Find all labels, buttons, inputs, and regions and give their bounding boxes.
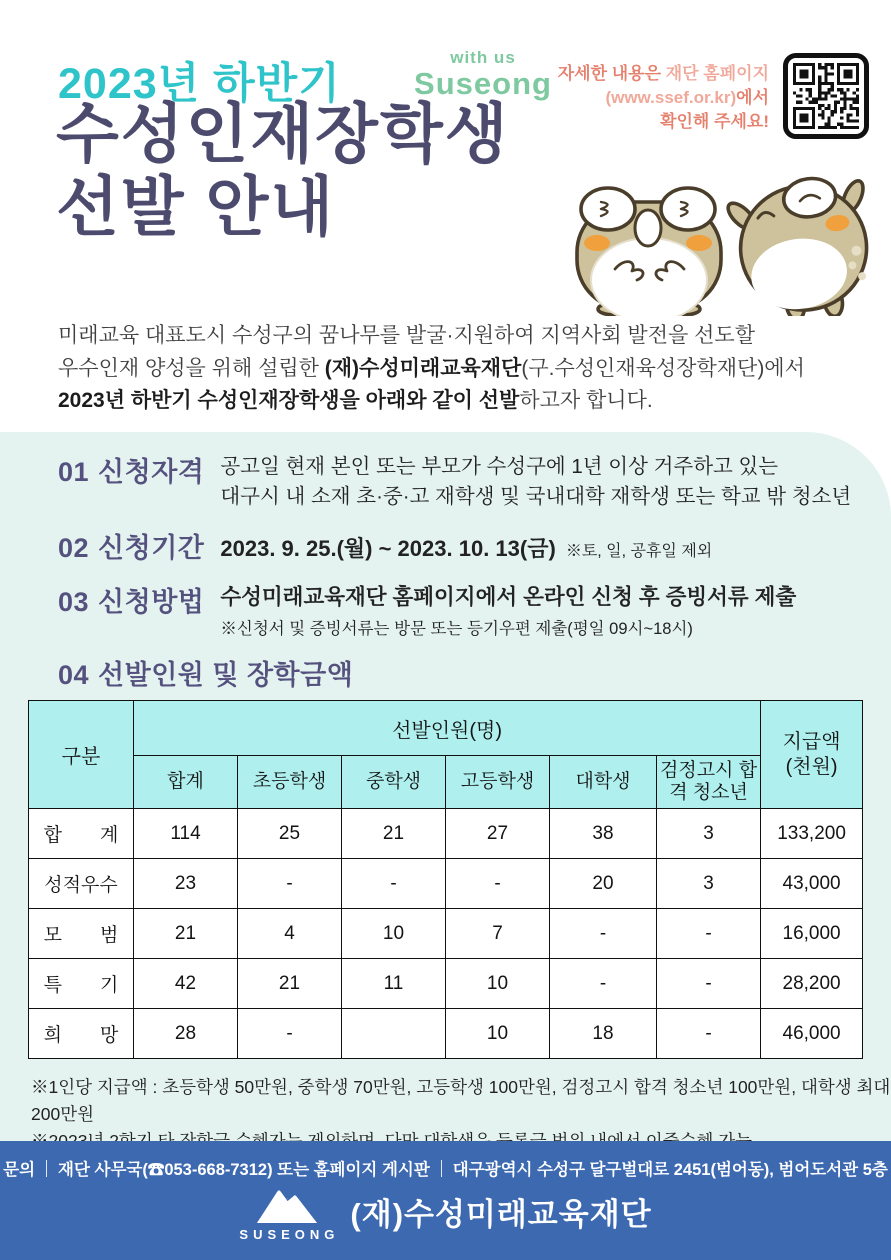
cell-amount: 16,000	[761, 909, 863, 959]
poster-title-line1: 수성인재장학생	[56, 97, 510, 170]
method-note: ※신청서 및 증빙서류는 방문 또는 등기우편 제출(평일 09시~18시)	[220, 620, 693, 638]
section-eligibility-number: 01	[58, 457, 90, 487]
cell: -	[550, 909, 657, 959]
intro-line3-post: 하고자 합니다.	[519, 389, 653, 413]
application-period: 2023. 9. 25.(월) ~ 2023. 10. 13(금)	[220, 536, 556, 561]
col-header-ged: 검정고시 합격 청소년	[657, 756, 761, 809]
cell: 21	[134, 909, 238, 959]
cell: -	[446, 859, 550, 909]
intro-line2-post: (구.수성인재육성장학재단)에서	[521, 356, 805, 380]
cell: 25	[238, 809, 342, 859]
cell: 38	[550, 809, 657, 859]
cell: -	[657, 1009, 761, 1059]
eligibility-line1: 공고일 현재 본인 또는 부모가 수성구에 1년 이상 거주하고 있는	[220, 455, 779, 478]
col-header-total: 합계	[134, 756, 238, 809]
intro-line3-bold: 2023년 하반기 수성인재장학생을 아래와 같이 선발	[58, 389, 520, 413]
brand-name: Suseong	[414, 66, 552, 101]
section-period-heading	[58, 526, 204, 565]
row-label: 성적우수	[29, 859, 134, 909]
cell: 27	[446, 809, 550, 859]
section-method-title: 신청방법	[98, 587, 205, 617]
table-row-model	[29, 909, 863, 959]
intro-paragraph	[58, 320, 805, 418]
section-eligibility-heading	[58, 450, 204, 511]
qr-note-line3: 확인해 주세요!	[660, 111, 769, 131]
cell: -	[238, 1009, 342, 1059]
footer-org-name: (재)수성미래교육재단	[350, 1197, 652, 1232]
cell: 23	[134, 859, 238, 909]
section-method-number: 03	[58, 587, 90, 617]
cell-amount: 28,200	[761, 959, 863, 1009]
cell: 3	[657, 809, 761, 859]
qr-code	[783, 53, 869, 139]
selection-table	[28, 700, 863, 1059]
qr-note-line2-suffix: 에서	[736, 87, 769, 107]
table-group-header: 선발인원(명)	[134, 701, 761, 756]
brand-tagline: with us	[450, 48, 516, 67]
table-row-merit	[29, 859, 863, 909]
cell: 10	[446, 1009, 550, 1059]
cell: 28	[134, 1009, 238, 1059]
poster-title	[56, 98, 510, 244]
table-row-total	[29, 809, 863, 859]
cell: -	[238, 859, 342, 909]
cell-amount: 46,000	[761, 1009, 863, 1059]
table-amount-header	[761, 701, 863, 809]
section-selection-title: 선발인원 및 장학금액	[98, 660, 354, 690]
contact-divider	[441, 1160, 442, 1177]
period-note: ※토, 일, 공휴일 제외	[565, 543, 713, 560]
table-corner-header: 구분	[29, 701, 134, 809]
cell: 4	[238, 909, 342, 959]
contact-label: 문의	[3, 1161, 36, 1179]
section-method	[58, 580, 796, 639]
contact-divider	[46, 1160, 47, 1177]
amount-header-line1: 지급액	[782, 730, 841, 753]
section-period-number: 02	[58, 533, 90, 563]
qr-note-line1-light: 재단 홈페이지	[665, 64, 769, 83]
intro-line2-pre: 우수인재 양성을 위해 설립한	[58, 356, 325, 380]
eligibility-line2: 대구시 내 소재 초·중·고 재학생 및 국내대학 재학생 또는 학교 밖 청소년	[220, 484, 852, 508]
section-eligibility	[58, 450, 851, 511]
cell-amount: 133,200	[761, 809, 863, 859]
qr-note-url: (www.ssef.or.kr)	[605, 87, 737, 107]
row-label: 모 범	[29, 909, 134, 959]
cell: 3	[657, 859, 761, 909]
contact-office: 재단 사무국(☎053-668-7312) 또는 홈페이지 게시판	[58, 1161, 430, 1179]
contact-address: 대구광역시 수성구 달구벌대로 2451(범어동), 범어도서관 5층	[452, 1161, 888, 1179]
section-selection	[58, 653, 353, 692]
col-header-high: 고등학생	[446, 756, 550, 809]
suseong-footer-logo	[239, 1185, 340, 1242]
footnote-per-person: ※1인당 지급액 : 초등학생 50만원, 중학생 70만원, 고등학생 100만원, 검정고시 합격 청소년 100만원, 대학생 최대 200만원	[31, 1077, 891, 1125]
poster-subtitle: 2023년 하반기	[58, 60, 341, 108]
col-header-university: 대학생	[550, 756, 657, 809]
cell: 114	[134, 809, 238, 859]
cell: -	[657, 909, 761, 959]
footer	[0, 1141, 891, 1260]
cell: 18	[550, 1009, 657, 1059]
mountain-icon	[255, 1185, 319, 1225]
cell	[342, 1009, 446, 1059]
cell: 42	[134, 959, 238, 1009]
cell: 20	[550, 859, 657, 909]
section-method-heading	[58, 580, 204, 639]
mascot-illustration	[557, 166, 877, 316]
table-row-hope	[29, 1009, 863, 1059]
section-selection-heading	[58, 653, 353, 692]
suseong-brand-logo	[398, 48, 568, 102]
application-method: 수성미래교육재단 홈페이지에서 온라인 신청 후 증빙서류 제출	[220, 585, 797, 609]
cell: 21	[342, 809, 446, 859]
section-eligibility-title: 신청자격	[98, 457, 205, 487]
cell: -	[342, 859, 446, 909]
section-period	[58, 526, 712, 565]
info-section-background	[0, 432, 891, 1141]
table-header-row-1	[29, 701, 863, 756]
amount-header-line2: (천원)	[785, 755, 838, 778]
footer-contact-line	[0, 1156, 891, 1180]
row-label: 특 기	[29, 959, 134, 1009]
row-label: 합 계	[29, 809, 134, 859]
table-row-talent	[29, 959, 863, 1009]
qr-code-pattern	[793, 63, 859, 129]
section-period-title: 신청기간	[98, 533, 205, 563]
footer-logo-caption: SUSEONG	[239, 1227, 340, 1242]
intro-foundation-name: (재)수성미래교육재단	[324, 356, 522, 380]
cell: 7	[446, 909, 550, 959]
qr-note-text	[558, 62, 769, 133]
cell-amount: 43,000	[761, 859, 863, 909]
intro-line1: 미래교육 대표도시 수성구의 꿈나무를 발굴·지원하여 지역사회 발전을 선도할	[58, 324, 755, 347]
cell: 10	[342, 909, 446, 959]
cell: 10	[446, 959, 550, 1009]
col-header-middle: 중학생	[342, 756, 446, 809]
cell: -	[550, 959, 657, 1009]
poster-title-line2: 선발 안내	[56, 169, 336, 243]
cell: 11	[342, 959, 446, 1009]
cell: -	[657, 959, 761, 1009]
col-header-elementary: 초등학생	[238, 756, 342, 809]
cell: 21	[238, 959, 342, 1009]
section-selection-number: 04	[58, 660, 90, 690]
row-label: 희 망	[29, 1009, 134, 1059]
qr-note-line1-dark: 자세한 내용은	[557, 64, 666, 83]
table-header-row-2	[29, 756, 863, 809]
